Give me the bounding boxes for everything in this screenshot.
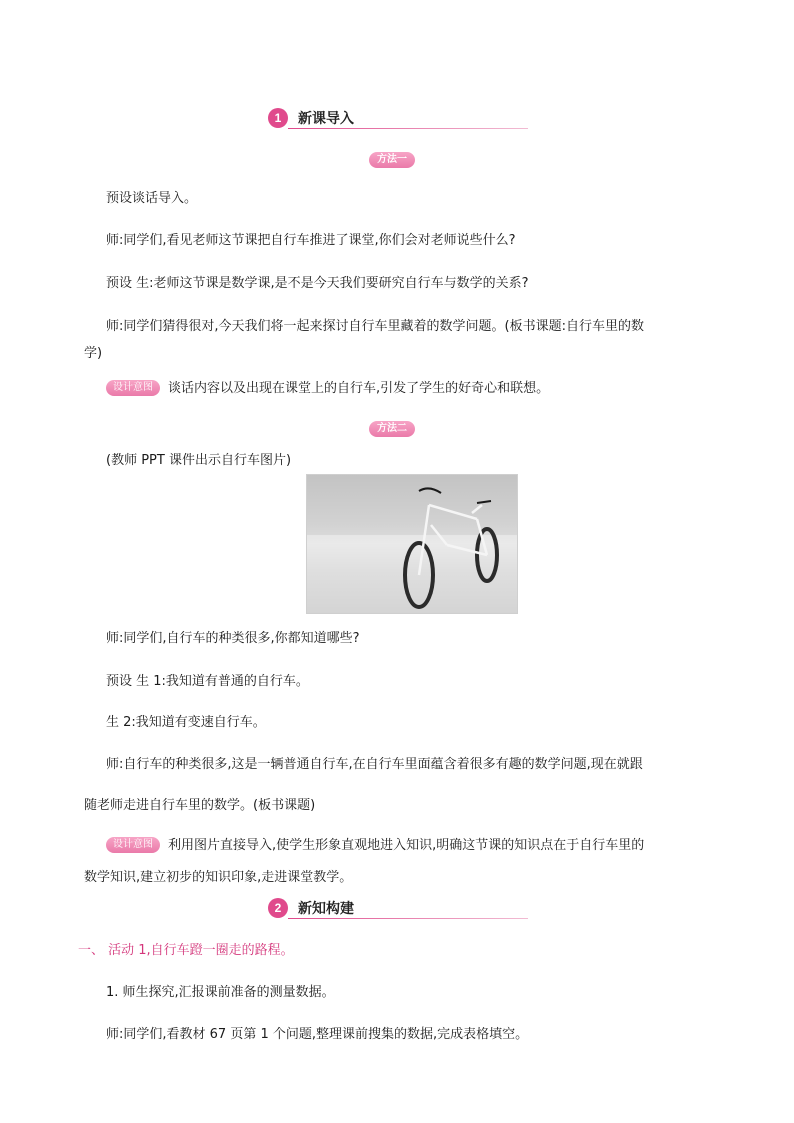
bicycle-photo	[306, 474, 518, 614]
paragraph: 师:同学们猜得很对,今天我们将一起来探讨自行车里藏着的数学问题。(板书课题:自行车里的数	[106, 319, 644, 334]
paragraph: (教师 PPT 课件出示自行车图片)	[106, 453, 292, 468]
section-number-badge: 2	[268, 898, 288, 918]
paragraph: 师:同学们,自行车的种类很多,你都知道哪些?	[106, 631, 360, 646]
design-intent-badge: 设计意图	[106, 380, 160, 396]
section-title: 新课导入	[298, 111, 354, 127]
paragraph: 预设 生 1:我知道有普通的自行车。	[106, 674, 309, 689]
paragraph: 预设谈话导入。	[106, 191, 198, 206]
section-underline	[288, 128, 528, 129]
paragraph: 预设 生:老师这节课是数学课,是不是今天我们要研究自行车与数学的关系?	[106, 276, 529, 291]
paragraph-continuation: 随老师走进自行车里的数学。(板书课题)	[84, 798, 316, 813]
design-intent-badge: 设计意图	[106, 837, 160, 853]
design-intent-text: 利用图片直接导入,使学生形象直观地进入知识,明确这节课的知识点在于自行车里的	[168, 838, 645, 853]
design-intent-text: 谈话内容以及出现在课堂上的自行车,引发了学生的好奇心和联想。	[168, 381, 550, 396]
paragraph: 生 2:我知道有变速自行车。	[106, 715, 266, 730]
paragraph: 师:同学们,看教材 67 页第 1 个问题,整理课前搜集的数据,完成表格填空。	[106, 1027, 529, 1042]
paragraph: 1. 师生探究,汇报课前准备的测量数据。	[106, 985, 335, 1000]
section-underline	[288, 918, 528, 919]
paragraph-continuation: 学)	[84, 346, 103, 361]
design-intent-text-continuation: 数学知识,建立初步的知识印象,走进课堂教学。	[84, 870, 353, 885]
method-tag-2: 方法二	[369, 421, 415, 437]
section-title: 新知构建	[298, 901, 354, 917]
method-tag-1: 方法一	[369, 152, 415, 168]
activity-heading: 一、 活动 1,自行车蹬一圈走的路程。	[78, 943, 294, 958]
paragraph: 师:自行车的种类很多,这是一辆普通自行车,在自行车里面蕴含着很多有趣的数学问题,现在就跟	[106, 757, 643, 772]
bicycle-icon	[307, 475, 517, 613]
section-heading-1	[268, 106, 530, 132]
section-number-badge: 1	[268, 108, 288, 128]
paragraph: 师:同学们,看见老师这节课把自行车推进了课堂,你们会对老师说些什么?	[106, 233, 516, 248]
section-heading-2	[268, 896, 530, 922]
